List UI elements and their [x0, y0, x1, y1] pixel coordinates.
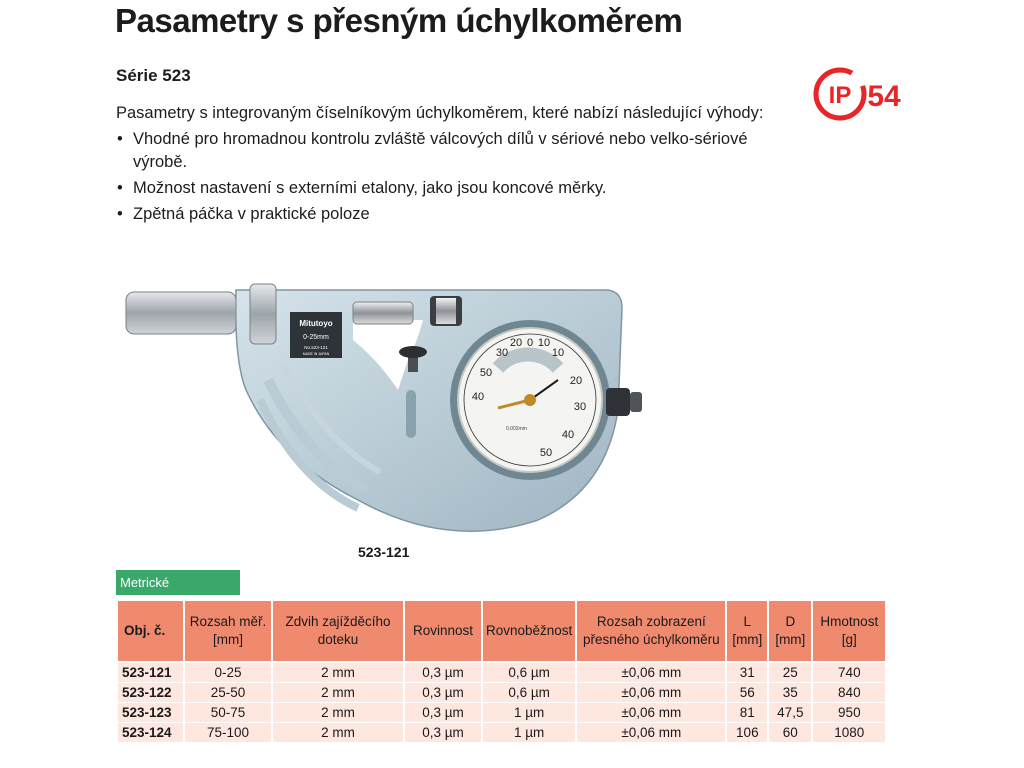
dial-label: 50 [539, 447, 553, 459]
range-label: 0-25mm [303, 334, 329, 341]
cell-order-no: 523-122 [118, 683, 183, 703]
cell-weight: 840 [813, 683, 885, 703]
cell-indicator-range: ±0,06 mm [577, 703, 725, 723]
col-indicator-range: Rozsah zobrazení přesného úchylkoměru [577, 601, 725, 663]
series-label: Série 523 [116, 66, 191, 85]
cell-range: 50-75 [185, 703, 271, 723]
dial-label: 20 [509, 337, 523, 349]
ip54-badge-icon [812, 66, 908, 122]
intro-text [116, 102, 776, 226]
spec-table [116, 601, 887, 743]
cell-indicator-range: ±0,06 mm [577, 683, 725, 703]
made-in-label: MADE IN JAPAN [302, 352, 330, 356]
cell-depth: 25 [769, 663, 811, 683]
cell-length: 106 [727, 723, 767, 743]
cell-stroke: 2 mm [273, 703, 403, 723]
col-order-no: Obj. č. [118, 601, 183, 663]
dial-label: 40 [471, 391, 485, 403]
cell-depth: 47,5 [769, 703, 811, 723]
feature-item: • Zpětná páčka v praktické poloze [116, 203, 776, 226]
cell-order-no: 523-121 [118, 663, 183, 683]
cell-indicator-range: ±0,06 mm [577, 723, 725, 743]
dial-label: 20 [569, 375, 583, 387]
cell-weight: 950 [813, 703, 885, 723]
dial-label: 30 [573, 401, 587, 413]
page-title: Pasametry s přesným úchylkoměrem [115, 2, 683, 39]
cell-order-no: 523-124 [118, 723, 183, 743]
cell-flatness: 0,3 µm [405, 683, 481, 703]
cell-stroke: 2 mm [273, 663, 403, 683]
col-flatness: Rovinnost [405, 601, 481, 663]
col-depth: D [mm] [769, 601, 811, 663]
cell-weight: 1080 [813, 723, 885, 743]
table-row [118, 663, 885, 683]
ip-badge-prefix: IP [828, 82, 852, 109]
cell-stroke: 2 mm [273, 723, 403, 743]
col-range: Rozsah měř. [mm] [185, 601, 271, 663]
cell-parallelism: 1 µm [483, 703, 575, 723]
feature-item: • Vhodné pro hromadnou kontrolu zvláště válcových dílů v sériové nebo velko-sériové výrobě. [116, 128, 776, 174]
model-label: No.523-121 [304, 345, 328, 350]
dial-label: 10 [537, 337, 551, 349]
feature-item: • Možnost nastavení s externími etalony, jako jsou koncové měrky. [116, 177, 776, 200]
cell-stroke: 2 mm [273, 683, 403, 703]
cell-indicator-range: ±0,06 mm [577, 663, 725, 683]
cell-range: 25-50 [185, 683, 271, 703]
cell-length: 31 [727, 663, 767, 683]
cell-flatness: 0,3 µm [405, 663, 481, 683]
table-row [118, 723, 885, 743]
cell-range: 75-100 [185, 723, 271, 743]
dial-unit-label: 0.002mm [506, 426, 527, 432]
cell-depth: 35 [769, 683, 811, 703]
col-length: L [mm] [727, 601, 767, 663]
table-header-row [118, 601, 885, 663]
cell-length: 81 [727, 703, 767, 723]
brand-label: Mitutoyo [299, 319, 333, 328]
dial-label: 50 [479, 367, 493, 379]
cell-range: 0-25 [185, 663, 271, 683]
col-weight: Hmotnost [g] [813, 601, 885, 663]
cell-parallelism: 0,6 µm [483, 683, 575, 703]
cell-length: 56 [727, 683, 767, 703]
table-row [118, 683, 885, 703]
cell-parallelism: 1 µm [483, 723, 575, 743]
dial-label: 30 [495, 347, 509, 359]
ip-badge-number: 54 [867, 80, 901, 113]
dial-label: 0 [526, 337, 534, 349]
col-parallelism: Rovnoběžnost [483, 601, 575, 663]
cell-order-no: 523-123 [118, 703, 183, 723]
cell-flatness: 0,3 µm [405, 703, 481, 723]
dial-label: 10 [551, 347, 565, 359]
product-caption: 523-121 [358, 544, 410, 560]
dial-label: 40 [561, 429, 575, 441]
cell-weight: 740 [813, 663, 885, 683]
snap-micrometer-image [118, 280, 658, 540]
intro-lead: Pasametry s integrovaným číselníkovým úchylkoměrem, které nabízí následující výhody: [116, 104, 764, 122]
cell-flatness: 0,3 µm [405, 723, 481, 743]
feature-list [116, 128, 776, 226]
table-row [118, 703, 885, 723]
col-stroke: Zdvih zajížděcího doteku [273, 601, 403, 663]
cell-depth: 60 [769, 723, 811, 743]
section-tab-metric: Metrické [116, 570, 240, 595]
cell-parallelism: 0,6 µm [483, 663, 575, 683]
